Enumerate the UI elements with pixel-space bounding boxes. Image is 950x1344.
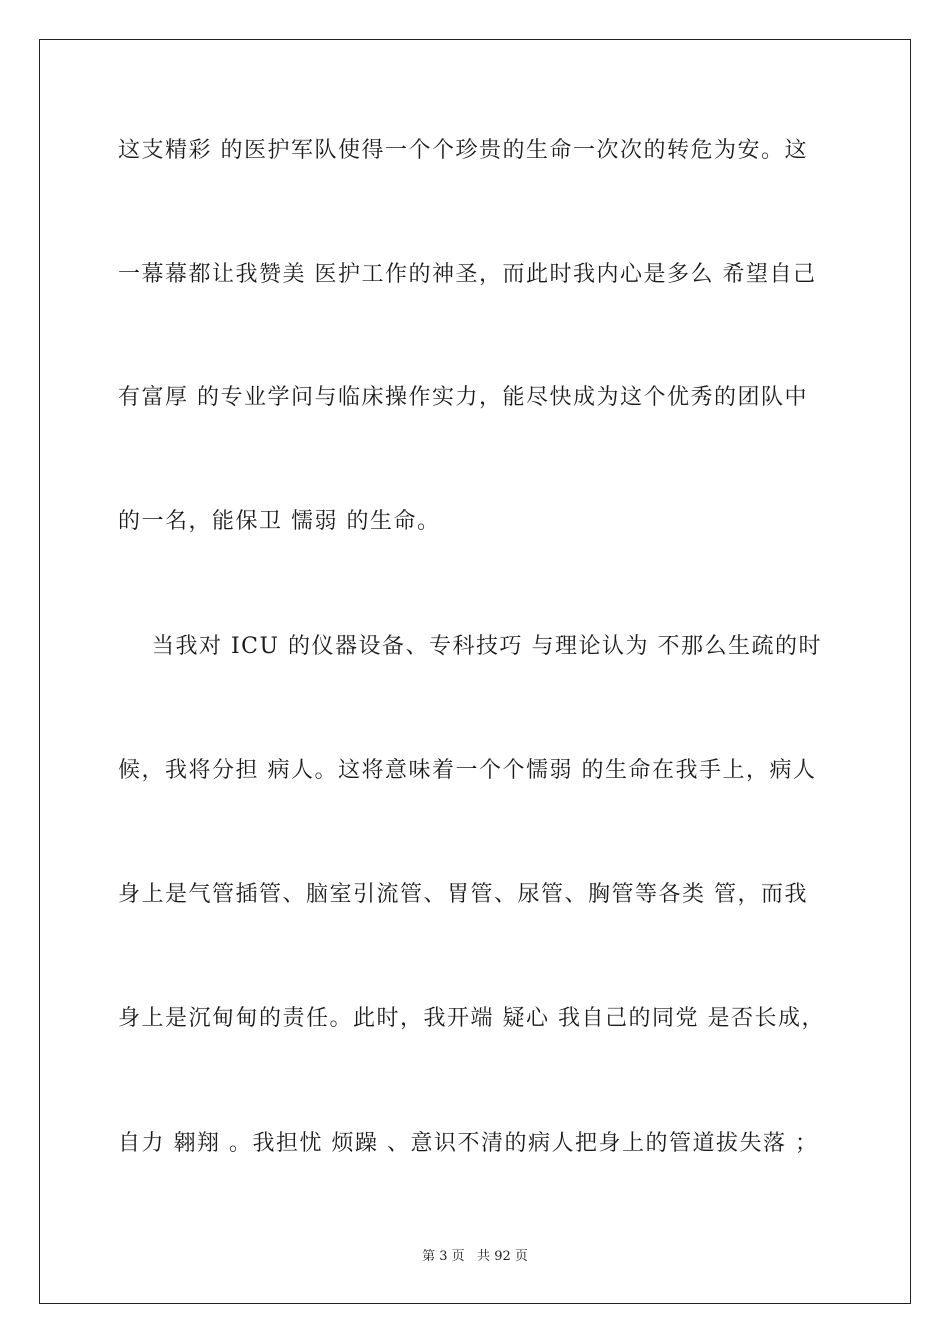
paragraph-line: 当我对 ICU 的仪器设备、专科技巧 与理论认为 不那么生疏的时 bbox=[118, 634, 823, 659]
paragraph-line: 一幕幕都让我赞美 医护工作的神圣，而此时我内心是多么 希望自己 bbox=[118, 262, 817, 287]
paragraph-line: 自力 翱翔 。我担忧 烦躁 、意识不清的病人把身上的管道拔失落 ； bbox=[118, 1131, 819, 1156]
page-border bbox=[39, 39, 911, 1304]
paragraph-line: 的一名，能保卫 懦弱 的生命。 bbox=[118, 509, 441, 534]
paragraph-line: 这支精彩 的医护军队使得一个个珍贵的生命一次次的转危为安。这 bbox=[118, 138, 808, 163]
paragraph-line: 身上是气管插管、脑室引流管、胃管、尿管、胸管等各类 管，而我 bbox=[118, 882, 808, 907]
paragraph-line: 有富厚 的专业学问与临床操作实力，能尽快成为这个优秀的团队中 bbox=[118, 385, 808, 410]
page-number-footer: 第 3 页 共 92 页 bbox=[422, 1249, 528, 1264]
paragraph-line: 身上是沉甸甸的责任。此时，我开端 疑心 我自己的同党 是否长成， bbox=[118, 1006, 825, 1031]
paragraph-line: 候，我将分担 病人。这将意味着一个个懦弱 的生命在我手上，病人 bbox=[118, 758, 817, 783]
